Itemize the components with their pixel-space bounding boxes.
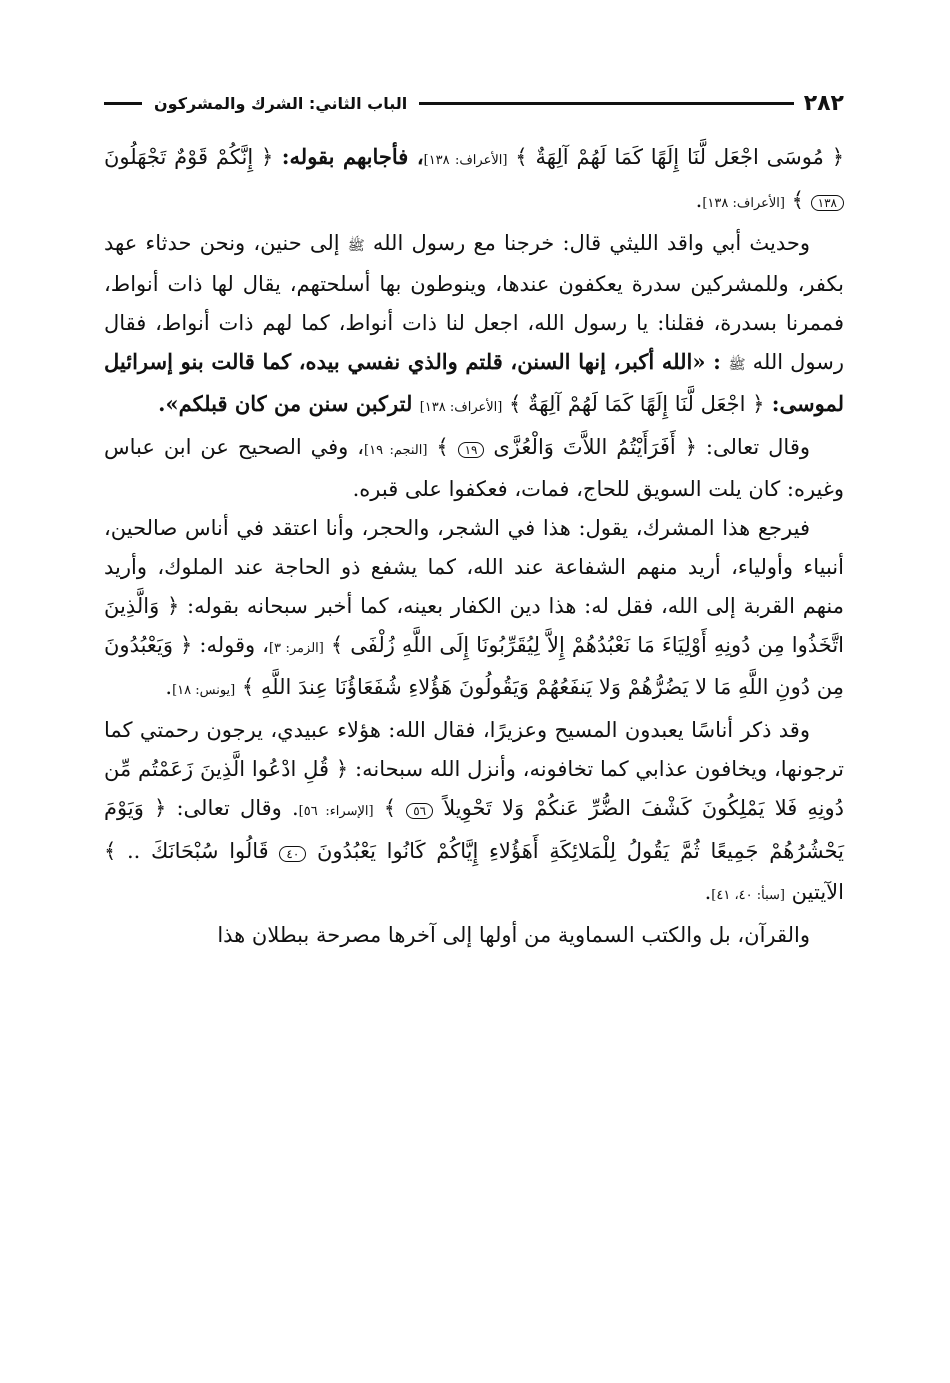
text-run: ، وقوله: — [192, 632, 269, 657]
quran-quote: ﴿ وَيَعْبُدُونَ مِن دُونِ اللَّهِ مَا لا يَضُرُّهُمْ وَلا يَنفَعُهُمْ وَيَقُولُونَ هَؤُلاءِ شُفَعَاؤُنَا عِندَ اللَّهِ ﴾ — [104, 632, 844, 700]
text-run: وقد ذكر أناسًا يعبدون المسيح وعزيرًا، فقال الله: هؤلاء عبيدي، يرجون رحمتي كما ترجونها، ويخافون عذابي كما تخافونه، وأنزل الله سبحانه: — [104, 718, 844, 781]
verse-number-ornament: ٤٠ — [279, 846, 306, 862]
verse-number-ornament: ٥٦ — [406, 803, 433, 819]
citation-ref: [الأعراف: ١٣٨] — [423, 153, 508, 168]
quran-quote: ﴾ — [785, 187, 811, 212]
quran-quote: مُوسَى اجْعَل لَّنَا إِلَهًا كَمَا لَهُمْ آلِهَةٌ — [535, 145, 824, 169]
quran-quote: ﴿ وَيَوْمَ يَحْشُرُهُمْ جَمِيعًا ثُمَّ يَقُولُ لِلْمَلائِكَةِ أَهَؤُلاءِ إِيَّاكُمْ كَانُوا يَعْبُدُونَ — [104, 795, 844, 863]
quran-quote: ﴾ — [507, 145, 536, 169]
quran-quote: ﴿ أَفَرَأَيْتُمُ اللاَّتَ وَالْعُزَّى — [484, 434, 697, 459]
citation-ref: [يونس: ١٨] — [172, 683, 236, 699]
chapter-title: الباب الثاني: الشرك والمشركون — [154, 93, 408, 113]
page-number: ٢٨٢ — [803, 90, 844, 116]
honorific-symbol: ﷺ — [728, 356, 746, 373]
text-run: . — [165, 675, 173, 700]
citation-ref: [الأعراف: ١٣٨] — [419, 399, 503, 415]
citation-ref: [الأعراف: ١٣٨] — [702, 195, 785, 211]
paragraph — [104, 916, 844, 955]
header-rule-left — [104, 102, 142, 105]
emphasized-text: لتركبن سنن من كان قبلكم». — [158, 390, 420, 416]
emphasized-text: ، فأجابهم بقوله: — [273, 144, 424, 169]
quran-quote: قَالُوا سُبْحَانَكَ .. ﴾ — [104, 838, 280, 863]
paragraph — [104, 138, 844, 224]
text-run: والقرآن، بل والكتب السماوية من أولها إلى آخرها مصرحة ببطلان هذا — [217, 923, 810, 948]
paragraph — [104, 428, 844, 510]
header-rule-right — [419, 102, 793, 105]
body-text — [104, 138, 844, 955]
citation-ref: [سبأ: ٤٠، ٤١] — [711, 888, 785, 904]
text-run: وحديث أبي واقد الليثي قال: خرجنا مع رسول الله — [364, 230, 810, 255]
page-header — [104, 86, 844, 120]
honorific-symbol: ﷺ — [347, 237, 365, 254]
text-run: الآيتين — [785, 880, 844, 905]
citation-ref: [الزمر: ٣] — [268, 640, 324, 656]
paragraph — [104, 509, 844, 711]
text-run: فيرجع هذا المشرك، يقول: هذا في الشجر، والحجر، وأنا اعتقد في أناس صالحين، أنبياء وأولياء، أريد منهم الشفاعة عند الله، كما يشفع ذو الحاجة عند الملوك، وأريد منهم القربة إلى الله، فقل له: هذا دين الكفار بعينه، كما أخبر سبحانه بقوله: — [104, 516, 844, 618]
text-run: . — [695, 187, 703, 212]
verse-number-ornament: ١٩ — [458, 442, 485, 458]
text-run: ، وفي الصحيح عن ابن عباس وغيره: كان يلت السويق للحاج، فمات، فعكفوا على قبره. — [104, 434, 844, 502]
quran-quote: ﴿ اجْعَل لَّنَا إِلَهًا كَمَا لَهُمْ آلِهَةٌ ﴾ — [502, 391, 765, 416]
quran-quote: ﴿ وَالَّذِينَ اتَّخَذُوا مِن دُونِهِ أَوْلِيَاءَ مَا نَعْبُدُهُمْ إِلاَّ لِيُقَرِّبُونَا إِلَى اللَّهِ زُلْفَى ﴾ — [104, 593, 845, 657]
paragraph — [104, 711, 844, 916]
quran-quote: ﴿ قُلِ ادْعُوا الَّذِينَ زَعَمْتُم مِّن دُونِهِ فَلا يَمْلِكُونَ كَشْفَ الضُّرِّ عَنكُمْ وَلا تَحْوِيلاً — [104, 756, 845, 820]
quran-quote: ﴿ — [823, 145, 845, 169]
paragraph — [104, 224, 844, 428]
verse-number-ornament: ١٣٨ — [811, 195, 844, 211]
citation-ref: [الإسراء: ٥٦] — [298, 803, 374, 819]
quran-quote: ﴾ — [373, 795, 407, 820]
emphasized-text: : «الله أكبر، إنها السنن، قلتم والذي نفسي بيده، كما قالت بنو إسرائيل لموسى: — [104, 348, 844, 416]
quran-quote: ﴾ — [427, 434, 458, 459]
text-run: إلى حنين، ونحن حدثاء عهد بكفر، وللمشركين سدرة يعكفون عندها، وينوطون بها أسلحتهم، يقال لها ذات أنواط، فممرنا بسدرة، فقلنا: يا رسول الله، اجعل لنا ذات أنواط، كما لهم ذات أنواط، فقال رسول الله — [104, 230, 845, 374]
quran-quote: ﴿ إِنَّكُمْ قَوْمٌ تَجْهَلُونَ — [104, 145, 274, 169]
text-run: وقال تعالى: — [696, 434, 811, 459]
citation-ref: [النجم: ١٩] — [364, 442, 428, 458]
text-run: . — [704, 880, 712, 905]
text-run: . وقال تعالى: — [166, 795, 299, 820]
